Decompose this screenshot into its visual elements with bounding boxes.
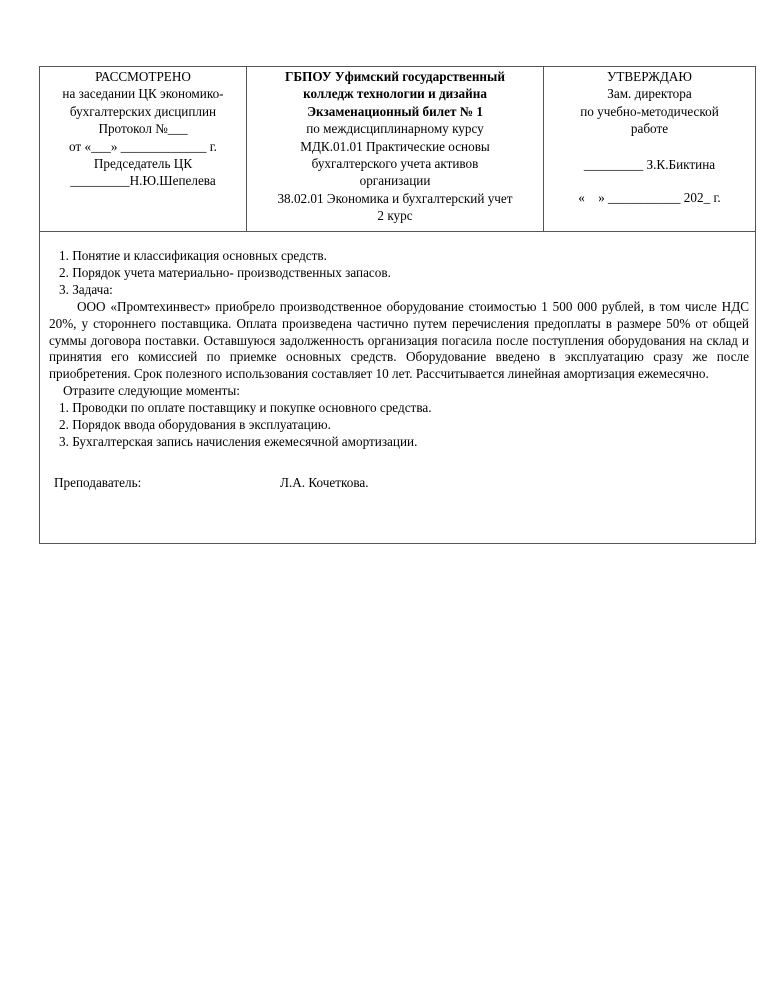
task-item-3: 3. Бухгалтерская запись начисления ежемесячной амортизации. [59, 433, 418, 449]
director-signature: _________ З.К.Биктина [583, 156, 716, 172]
task-instructions: Отразите следующие моменты: [63, 383, 240, 399]
approved-title: УТВЕРЖДАЮ [606, 69, 692, 84]
course-line-4: организации [359, 173, 431, 189]
ticket-number: Экзаменационный билет № 1 [307, 103, 483, 119]
teacher-label: Преподаватель: [54, 474, 142, 490]
task-item-1: 1. Проводки по оплате поставщику и покупке основного средства. [59, 400, 432, 416]
approval-approved-block [544, 67, 755, 231]
teacher-name: Л.А. Кочеткова. [280, 474, 369, 490]
reviewed-line-1: на заседании ЦК экономико- [62, 86, 224, 102]
question-1: 1. Понятие и классификация основных средств. [59, 248, 327, 263]
course-year: 2 курс [377, 208, 413, 224]
college-name-line-1: ГБПОУ Уфимский государственный [285, 69, 505, 84]
chair-signature: _________Н.Ю.Шепелева [70, 173, 216, 189]
reviewed-title: РАССМОТРЕНО [95, 69, 191, 84]
task-item-2: 2. Порядок ввода оборудования в эксплуатацию. [59, 417, 331, 433]
approved-line-1: Зам. директора [607, 86, 692, 102]
question-2: 2. Порядок учета материально- производственных запасов. [59, 264, 391, 280]
chair-title: Председатель ЦК [93, 156, 193, 172]
college-name-line-2: колледж технологии и дизайна [303, 86, 487, 102]
approved-line-2: по учебно-методической [580, 103, 719, 119]
course-line-1: по междисциплинарному курсу [306, 121, 484, 137]
protocol-number: Протокол №___ [98, 121, 188, 137]
protocol-date: от «___» _____________ г. [69, 138, 217, 154]
approval-reviewed-block [40, 67, 247, 231]
specialty: 38.02.01 Экономика и бухгалтерский учет [277, 190, 513, 206]
exam-ticket [39, 66, 756, 544]
approval-date: « » ___________ 202_ г. [578, 190, 721, 206]
approved-line-3: работе [630, 121, 669, 137]
ticket-questions [40, 232, 755, 492]
reviewed-line-2: бухгалтерских дисциплин [69, 103, 217, 119]
course-line-3: бухгалтерского учета активов [311, 156, 479, 172]
ticket-header [40, 67, 755, 232]
ticket-title-block [247, 67, 544, 231]
task-text: ООО «Промтехинвест» приобрело производственное оборудование стоимостью 1 500 000 рублей, в том числе НДС 20%, у стороннего поставщика. Оплата произведена частично путем перечисления предоплаты в размере 50% от общей суммы договора поставки. Оставшуюся задолженность организация погасила после поступления оборудования на склад и принятия его комиссией по приемке основных средств. Оборудование введено в эксплуатацию сразу же после приобретения. Срок полезного использования составляет 10 лет. Рассчитывается линейная амортизация ежемесячно. [49, 298, 749, 382]
teacher-line [49, 475, 743, 492]
question-3: 3. Задача: [59, 281, 113, 297]
course-line-2: МДК.01.01 Практические основы [300, 138, 490, 154]
